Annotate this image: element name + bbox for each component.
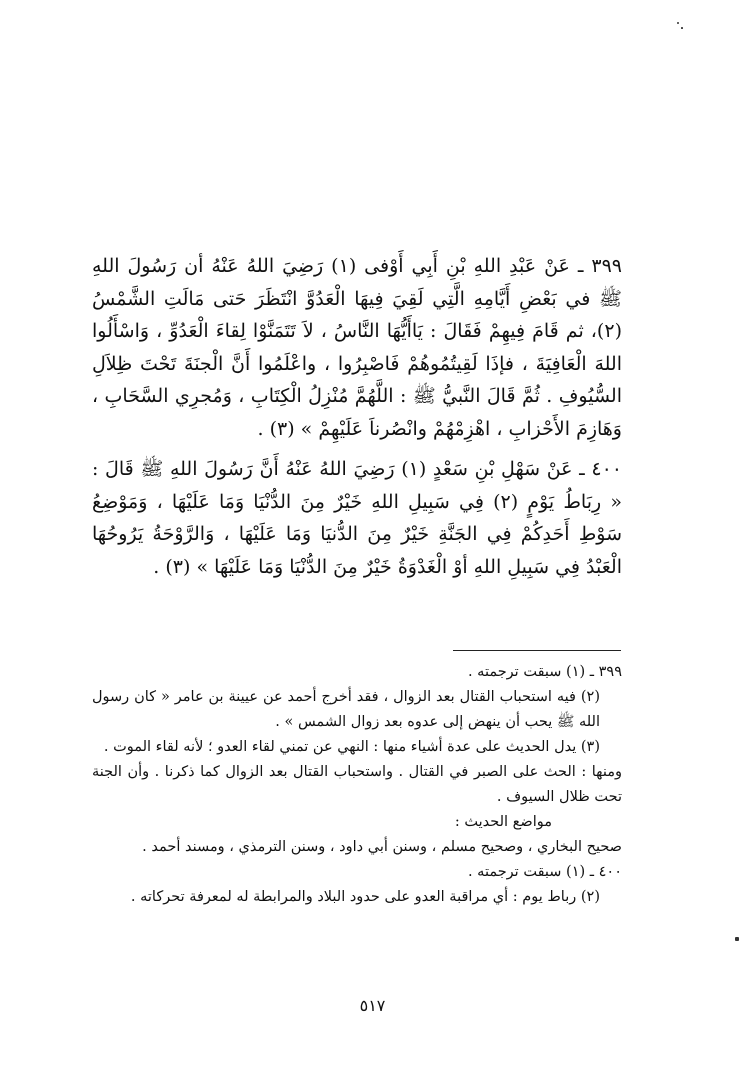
hadith-400: ٤٠٠ ـ عَنْ سَهْلِ بْنِ سَعْدٍ (١) رَضِيَ اللهُ عَنْهُ أَنَّ رَسُولَ اللهِ ﷺ قَالَ : « رِبَاطُ يَوْمٍ (٢) فِي سَبِيلِ اللهِ خَيْرٌ مِنَ الدُّنْيَا وَمَا عَلَيْهَا ، وَمَوْضِعُ سَوْطِ أَحَدِكُمْ فِي الجَنَّةِ خَيْرٌ مِنَ الدُّنيَا وَمَا عَلَيْهَا ، وَالرَّوْحَةُ يَرُوحُهَا الْعَبْدُ فِي سَبِيلِ اللهِ أوْ الْغَدْوَةُ خَيْرٌ مِنَ الدُّنْيَا وَمَا عَلَيْهَا » (٣) . [92,458,622,578]
footnote-399-1: ٣٩٩ ـ (١) سبقت ترجمته . [467,664,622,680]
footnote-400-2: (٢) رباط يوم : أي مراقبة العدو على حدود البلاد والمرابطة له لمعرفة تحركاته . [130,889,600,905]
footnote-separator [453,650,621,651]
footnote-399-2: (٢) فيه استحباب القتال بعد الزوال ، فقد أخرج أحمد عن عيينة بن عامر « كان رسول الله ﷺ يحب أن ينهض إلى عدوه بعد زوال الشمس » . [92,689,600,730]
footnote-sources-list: صحيح البخاري ، وصحيح مسلم ، وسنن أبي داود ، وسنن الترمذي ، ومسند أحمد . [142,839,622,855]
footnote-399-3-continued: ومنها : الحث على الصبر في القتال . واستحباب القتال بعد الزوال كما ذكرنا . وأن الجنة تحت ظلال السيوف . [92,764,622,805]
scan-speck [677,22,679,24]
scan-speck [735,937,739,941]
footnote-399-3: (٣) يدل الحديث على عدة أشياء منها : النهي عن تمني لقاء العدو ؛ لأنه لقاء الموت . [103,739,600,755]
scan-speck [681,27,683,29]
footnote-400-1: ٤٠٠ ـ (١) سبقت ترجمته . [467,864,622,880]
footnotes [92,660,622,910]
hadith-399: ٣٩٩ ـ عَنْ عَبْدِ اللهِ بْنِ أَبِي أَوْفى (١) رَضِيَ اللهُ عَنْهُ أن رَسُولَ اللهِ ﷺ في بَعْضِ أَيَّامِهِ الَّتِي لَقِيَ فِيهَا الْعَدُوَّ انْتَظَرَ حَتى مَالَتِ الشَّمْسُ (٢)، ثم قَامَ فِيهِمْ فَقَالَ : يَاأَيُّهَا النَّاسُ ، لاَ تَتَمَنَّوْا لِقاءَ الْعَدُوِّ ، وَاسْأَلُوا اللهَ الْعَافِيَةَ ، فإذَا لَقِيتُمُوهُمْ فَاصْبِرُوا ، واعْلَمُوا أَنَّ الْجنَةَ تَحْتَ ظِلاَلِ السُّيُوفِ . ثُمَّ قَالَ النَّبيُّ ﷺ : اللَّهُمَّ مُنْزِلُ الْكِتَابِ ، وَمُجرِي السَّحَابِ ، وَهَازِمَ الأَحْزابِ ، اهْزِمْهُمْ وانْصُرناَ عَلَيْهِمْ » (٣) . [92,255,622,440]
footnote-sources-heading: مواضع الحديث : [454,814,552,830]
main-text [92,250,622,583]
page-number: ٥١٧ [359,996,386,1015]
